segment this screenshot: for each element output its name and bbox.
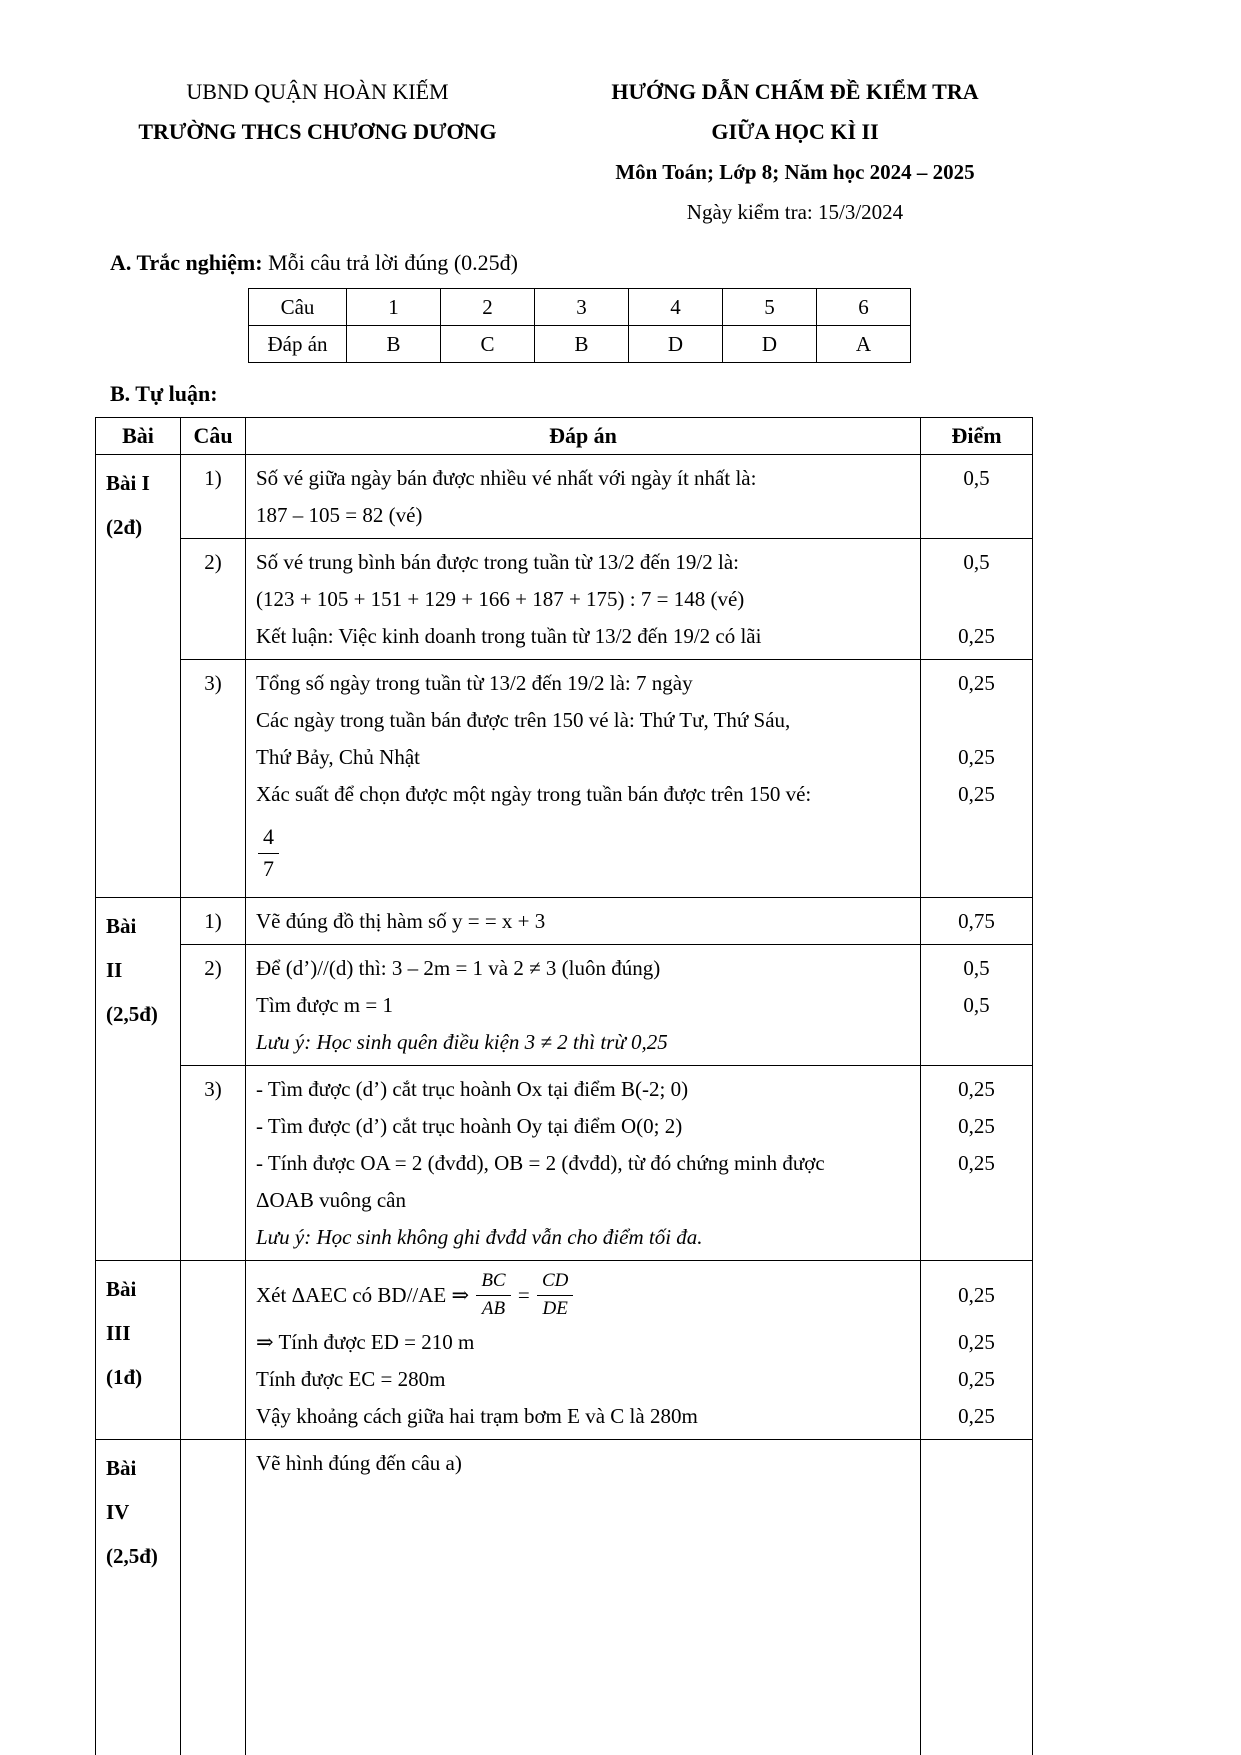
answer-line: Tìm được m = 1	[256, 993, 393, 1017]
question-number-cell: 1)	[181, 455, 246, 539]
answer-line	[256, 1266, 912, 1324]
essay-row	[96, 1440, 1033, 1755]
exercise-label-line: II	[106, 958, 123, 982]
section-a-heading	[110, 250, 1241, 276]
org-name-line2: TRƯỜNG THCS CHƯƠNG DƯƠNG	[138, 119, 497, 144]
points-cell	[921, 1440, 1033, 1755]
point-value: 0,75	[958, 909, 995, 933]
essay-row	[96, 945, 1033, 1066]
mc-answer-cell: C	[441, 326, 535, 363]
mc-question-number-cell: 6	[817, 289, 911, 326]
header-org-block	[95, 72, 540, 232]
exercise-label-cell	[96, 1440, 181, 1755]
point-value: 0,25	[958, 1367, 995, 1391]
fraction	[258, 824, 279, 882]
point-value: 0,25	[958, 1404, 995, 1428]
doc-subject-line: Môn Toán; Lớp 8; Năm học 2024 – 2025	[615, 160, 975, 184]
point-value: 0,5	[963, 993, 990, 1017]
document-header	[0, 0, 1241, 232]
answer-line: ΔOAB vuông cân	[256, 1188, 406, 1212]
fraction-denominator: DE	[542, 1297, 568, 1319]
points-cell	[921, 1261, 1033, 1440]
answer-line: Vậy khoảng cách giữa hai trạm bơm E và C là 280m	[256, 1404, 698, 1428]
answer-cell	[246, 539, 921, 660]
question-number-cell: 2)	[181, 539, 246, 660]
mc-question-number-cell: 4	[629, 289, 723, 326]
point-value: 0,25	[958, 782, 995, 806]
column-header-diem: Điểm	[921, 418, 1033, 455]
point-value: 0,5	[963, 466, 990, 490]
doc-date-line: Ngày kiểm tra: 15/3/2024	[686, 200, 904, 224]
mc-question-number-cell: 3	[535, 289, 629, 326]
answer-line: Số vé giữa ngày bán được nhiều vé nhất với ngày ít nhất là:	[256, 466, 757, 490]
multiple-choice-table	[248, 288, 911, 363]
exercise-label-cell	[96, 455, 181, 898]
answer-line: - Tìm được (d’) cắt trục hoành Oy tại điểm O(0; 2)	[256, 1114, 683, 1138]
doc-title-line1: HƯỚNG DẪN CHẤM ĐỀ KIỂM TRA	[611, 79, 979, 104]
mc-question-row	[249, 289, 911, 326]
fraction	[537, 1270, 573, 1321]
essay-row	[96, 1261, 1033, 1440]
mc-row-label-cell: Câu	[249, 289, 347, 326]
exercise-label-line: Bài I	[106, 471, 150, 495]
point-value	[922, 581, 1031, 618]
answer-line	[256, 813, 912, 893]
answer-cell	[246, 898, 921, 945]
exercise-label-line: (2đ)	[106, 515, 143, 539]
answer-cell	[246, 660, 921, 898]
point-value: 0,25	[958, 1151, 995, 1175]
header-title-block	[555, 72, 1035, 232]
essay-row	[96, 1066, 1033, 1261]
question-number-cell	[181, 1261, 246, 1440]
mc-answer-row	[249, 326, 911, 363]
point-value: 0,25	[958, 624, 995, 648]
mc-answer-cell: A	[817, 326, 911, 363]
answer-line: Số vé trung bình bán được trong tuần từ 13/2 đến 19/2 là:	[256, 550, 739, 574]
fraction-numerator: BC	[476, 1270, 510, 1296]
question-number-cell: 1)	[181, 898, 246, 945]
point-value	[922, 813, 1031, 893]
point-value: 0,25	[958, 1330, 995, 1354]
point-value: 0,25	[958, 745, 995, 769]
answer-line: Tính được EC = 280m	[256, 1367, 446, 1391]
point-value	[922, 1182, 1031, 1219]
question-number-cell: 2)	[181, 945, 246, 1066]
point-value	[922, 702, 1031, 739]
point-value	[922, 1445, 1031, 1482]
points-cell	[921, 539, 1033, 660]
essay-row	[96, 898, 1033, 945]
answer-cell	[246, 1066, 921, 1261]
question-number-cell: 3)	[181, 1066, 246, 1261]
point-value: 0,25	[958, 1114, 995, 1138]
mc-answer-cell: D	[629, 326, 723, 363]
section-a-text: Mỗi câu trả lời đúng (0.25đ)	[262, 250, 518, 275]
points-cell	[921, 660, 1033, 898]
exercise-label-line: (2,5đ)	[106, 1002, 158, 1026]
essay-row	[96, 539, 1033, 660]
answer-line: Vẽ đúng đồ thị hàm số y = = x + 3	[256, 909, 546, 933]
answer-line: (123 + 105 + 151 + 129 + 166 + 187 + 175) : 7 = 148 (vé)	[256, 587, 745, 611]
exercise-label-cell	[96, 1261, 181, 1440]
answer-line: Để (d’)//(d) thì: 3 – 2m = 1 và 2 ≠ 3 (luôn đúng)	[256, 956, 661, 980]
mc-answer-cell: D	[723, 326, 817, 363]
essay-answer-table	[95, 417, 1033, 1755]
answer-line: 187 – 105 = 82 (vé)	[256, 503, 423, 527]
fraction-numerator: CD	[537, 1270, 573, 1296]
org-name-line1: UBND QUẬN HOÀN KIẾM	[186, 79, 449, 104]
mc-answer-cell: B	[535, 326, 629, 363]
exercise-label-line: Bài	[106, 1456, 137, 1480]
column-header-bai: Bài	[96, 418, 181, 455]
math-text: =	[512, 1282, 535, 1307]
doc-title-line2: GIỮA HỌC KÌ II	[711, 119, 879, 144]
point-value: 0,25	[958, 671, 995, 695]
exercise-label-line: III	[106, 1321, 131, 1345]
points-cell	[921, 1066, 1033, 1261]
column-header-cau: Câu	[181, 418, 246, 455]
answer-cell	[246, 455, 921, 539]
exercise-label-line: Bài	[106, 914, 137, 938]
answer-line: Tổng số ngày trong tuần từ 13/2 đến 19/2 là: 7 ngày	[256, 671, 693, 695]
answer-cell	[246, 1440, 921, 1755]
exercise-label-line: (1đ)	[106, 1365, 143, 1389]
point-value: 0,25	[958, 1077, 995, 1101]
fraction-denominator: 7	[263, 855, 274, 881]
mc-question-number-cell: 5	[723, 289, 817, 326]
fraction-numerator: 4	[258, 824, 279, 853]
mc-answer-cell: B	[347, 326, 441, 363]
column-header-dapan: Đáp án	[246, 418, 921, 455]
answer-line: - Tìm được (d’) cắt trục hoành Ox tại điểm B(-2; 0)	[256, 1077, 689, 1101]
answer-line: Các ngày trong tuần bán được trên 150 vé là: Thứ Tư, Thứ Sáu,	[256, 708, 791, 732]
point-value	[922, 497, 1031, 534]
question-number-cell: 3)	[181, 660, 246, 898]
section-b-heading	[110, 381, 1241, 407]
answer-line: Kết luận: Việc kinh doanh trong tuần từ 13/2 đến 19/2 có lãi	[256, 624, 762, 648]
essay-row	[96, 455, 1033, 539]
fraction	[476, 1270, 510, 1321]
point-value	[922, 1219, 1031, 1256]
answer-line: - Tính được OA = 2 (đvđd), OB = 2 (đvđd), từ đó chứng minh được	[256, 1151, 825, 1175]
mc-question-number-cell: 1	[347, 289, 441, 326]
point-value: 0,5	[963, 956, 990, 980]
point-value: 0,5	[963, 550, 990, 574]
exercise-label-line: IV	[106, 1500, 130, 1524]
answer-line: Lưu ý: Học sinh không ghi đvđd vẫn cho điểm tối đa.	[256, 1225, 703, 1249]
section-a-label: A. Trắc nghiệm:	[110, 250, 263, 275]
points-cell	[921, 455, 1033, 539]
exercise-label-cell	[96, 898, 181, 1261]
answer-line: ⇒ Tính được ED = 210 m	[256, 1330, 475, 1354]
answer-line: Lưu ý: Học sinh quên điều kiện 3 ≠ 2 thì trừ 0,25	[256, 1030, 668, 1054]
section-b-label: B. Tự luận:	[110, 381, 218, 406]
essay-row	[96, 660, 1033, 898]
point-value	[922, 1024, 1031, 1061]
answer-line: Vẽ hình đúng đến câu a)	[256, 1451, 462, 1475]
answer-cell	[246, 945, 921, 1066]
point-value: 0,25	[958, 1282, 995, 1307]
fraction-denominator: AB	[481, 1297, 506, 1319]
question-number-cell	[181, 1440, 246, 1755]
answer-line: Thứ Bảy, Chủ Nhật	[256, 745, 421, 769]
exercise-label-line: Bài	[106, 1277, 137, 1301]
points-cell	[921, 898, 1033, 945]
mc-question-number-cell: 2	[441, 289, 535, 326]
mc-row-label-cell: Đáp án	[249, 326, 347, 363]
math-text: Xét ΔAEC có BD//AE ⇒	[256, 1282, 475, 1307]
answer-cell	[246, 1261, 921, 1440]
answer-line: Xác suất để chọn được một ngày trong tuần bán được trên 150 vé:	[256, 782, 812, 806]
points-cell	[921, 945, 1033, 1066]
essay-header-row	[96, 418, 1033, 455]
exercise-label-line: (2,5đ)	[106, 1544, 158, 1568]
